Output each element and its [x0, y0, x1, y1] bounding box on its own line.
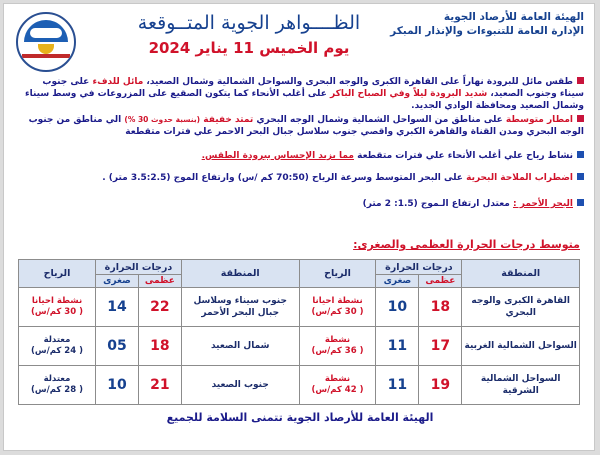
text: الي مناطق من جنوب الوجه البحري ومدن القناة والقاهرة الكبري واقصي جنوب سلاسل جبال البحر الاحمر علي فترات متقطعة: [28, 115, 584, 137]
min-temp-cell: 11: [376, 327, 419, 366]
wind-cell: [299, 288, 376, 327]
table-row: [19, 288, 580, 327]
bullet-navigation: [22, 172, 584, 184]
forecast-date: يوم الخميس 11 يناير 2024: [148, 39, 350, 57]
wind-desc: نشطة: [324, 335, 351, 345]
text: شديد البرودة ليلاً وفي الصباح الباكر: [330, 89, 488, 99]
header-temp: درجات الحرارة: [95, 260, 181, 275]
square-bullet-icon: [577, 151, 584, 158]
region-cell: جنوب سيناء وسلاسل جبال البحر الأحمر: [181, 288, 299, 327]
header-region: المنطقة: [462, 260, 580, 288]
text: معتدل ارتفاع الـموج (1.5: 2 متر): [362, 199, 510, 209]
square-bullet-icon: [577, 173, 584, 180]
min-temp-cell: 11: [376, 366, 419, 405]
text: مائل للدفء: [92, 77, 144, 87]
wind-desc: نشطة احيانا: [312, 296, 363, 306]
text: نشاط رياح علي أغلب الأنحاء علي فترات متقطعة: [357, 151, 573, 161]
header-min: صغرى: [376, 275, 419, 288]
wind-speed: ( 30 كم/س): [30, 307, 83, 317]
header-wind: الرياح: [19, 260, 96, 288]
region-cell: السواحل الشمالية الشرقية: [462, 366, 580, 405]
org-line-1: الهيئة العامة للأرصاد الجوية: [443, 11, 584, 23]
max-temp-cell: 18: [138, 327, 181, 366]
text: امطار متوسطة: [505, 115, 573, 125]
wind-cell: [19, 327, 96, 366]
bullet-temperature: [22, 76, 584, 112]
footer-message: الهيئة العامة للأرصاد الجوية تتمنى السلامة للجميع: [166, 411, 434, 424]
header-min: صغرى: [95, 275, 138, 288]
wind-speed: ( 24 كم/س): [30, 346, 83, 356]
text: تمتد خفيفة: [203, 115, 254, 125]
text: البحر الأحمر :: [513, 199, 573, 209]
section-title: متوسط درجات الحرارة العظمى والصغرى:: [353, 238, 580, 251]
text: على مناطق من السواحل الشمالية وشمال الوجه البحري: [256, 115, 503, 125]
min-temp-cell: 05: [95, 327, 138, 366]
organization-name: [354, 10, 584, 38]
text: على البحر المتوسط وسرعة الرياح (70:50 كم /س) وارتفاع الموج (3.5:2.5 متر) .: [102, 173, 463, 183]
wind-desc: معتدلة: [43, 374, 71, 384]
header-region: المنطقة: [181, 260, 299, 288]
max-temp-cell: 21: [138, 366, 181, 405]
ema-logo-icon: [16, 12, 76, 72]
header-wind: الرياح: [299, 260, 376, 288]
max-temp-cell: 18: [419, 288, 462, 327]
table-header-row: [19, 260, 580, 275]
region-cell: القاهرة الكبرى والوجه البحري: [462, 288, 580, 327]
page-title: الظــــواهر الجوية المتــوقعة: [137, 12, 361, 34]
org-line-2: الإدارة العامة للتنبوءات والإنذار المبكر: [390, 25, 584, 37]
max-temp-cell: 17: [419, 327, 462, 366]
wind-desc: نشطة: [324, 374, 351, 384]
wind-speed: ( 42 كم/س): [311, 385, 364, 395]
wind-cell: [19, 288, 96, 327]
region-cell: جنوب الصعيد: [181, 366, 299, 405]
wind-cell: [19, 366, 96, 405]
min-temp-cell: 10: [95, 366, 138, 405]
wind-desc: نشطة احيانا: [31, 296, 83, 306]
text: مما يزيد الإحساس ببرودة الطقس.: [201, 151, 354, 161]
bullet-rain: [22, 114, 584, 138]
bullet-red-sea: [22, 198, 584, 210]
table-row: [19, 327, 580, 366]
min-temp-cell: 14: [95, 288, 138, 327]
forecast-bulletin: [3, 3, 595, 451]
square-bullet-icon: [577, 77, 584, 84]
wind-speed: ( 36 كم/س): [311, 346, 364, 356]
text: (بنسبة حدوث 30 %): [124, 115, 201, 124]
wind-cell: [299, 327, 376, 366]
header-max: عظمى: [138, 275, 181, 288]
bullet-wind: [22, 150, 584, 162]
header-max: عظمى: [419, 275, 462, 288]
wind-cell: [299, 366, 376, 405]
square-bullet-icon: [577, 199, 584, 206]
temperature-table: [18, 259, 580, 405]
text: اضطراب الملاحة البحرية: [466, 173, 573, 183]
max-temp-cell: 22: [138, 288, 181, 327]
region-cell: السواحل الشمالية الغربية: [462, 327, 580, 366]
text: على جنوب سيناء وجنوب الصعيد،: [42, 77, 584, 99]
wind-speed: ( 28 كم/س): [30, 385, 83, 395]
min-temp-cell: 10: [376, 288, 419, 327]
header-temp: درجات الحرارة: [376, 260, 462, 275]
max-temp-cell: 19: [419, 366, 462, 405]
table-row: [19, 366, 580, 405]
text: طقس مائل للبرودة نهاراً على القاهرة الكبرى والوجه البحرى والسواحل الشمالية وشمال الصعيد،: [146, 77, 573, 87]
text: على أغلب الأنحاء كما يتكون الصقيع على المزروعات في وسط سيناء وشمال الصعيد ومحافظة الوادي الجديد.: [25, 89, 584, 111]
square-bullet-icon: [577, 115, 584, 122]
region-cell: شمال الصعيد: [181, 327, 299, 366]
wind-speed: ( 30 كم/س): [311, 307, 364, 317]
wind-desc: معتدلة: [43, 335, 71, 345]
